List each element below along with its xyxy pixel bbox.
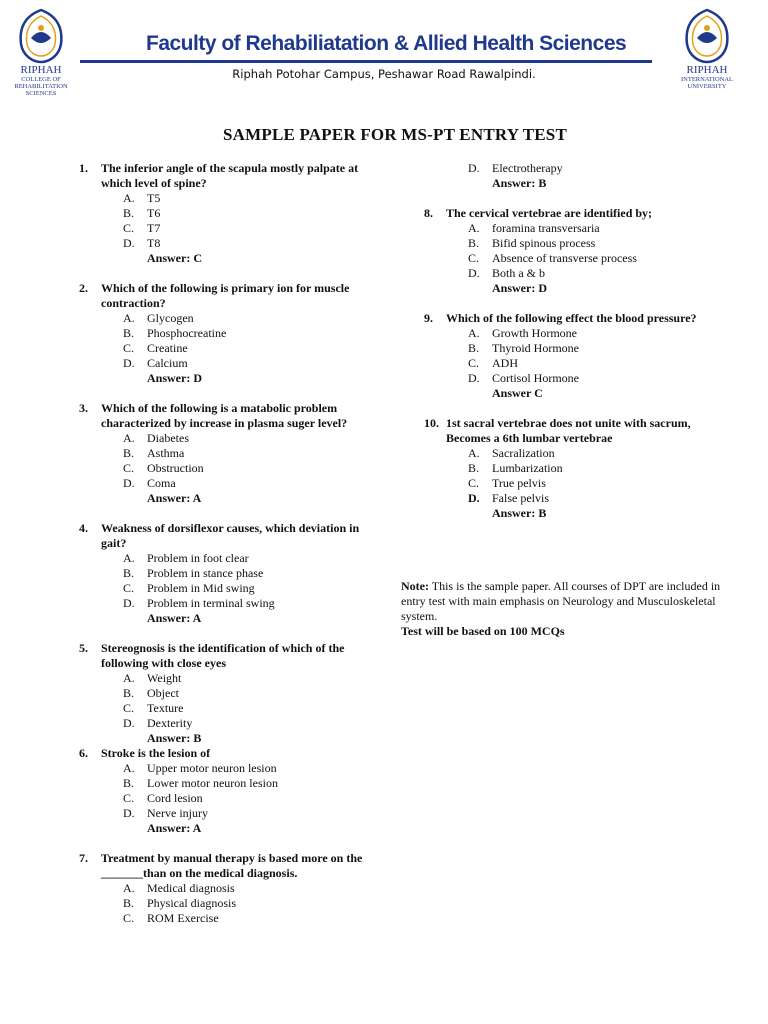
option: D. Both a & b (468, 266, 545, 280)
question-text: Stroke is the lesion of (101, 746, 211, 760)
option: D. Calcium (123, 356, 188, 370)
option: B. Problem in stance phase (123, 566, 264, 580)
answer: Answer C (492, 386, 543, 400)
option: B. T6 (123, 206, 161, 220)
option: A. Sacralization (468, 446, 555, 460)
question-number: 10. (424, 416, 439, 430)
answer: Answer: A (147, 491, 202, 505)
note-text: This is the sample paper. All courses of DPT are included in entry test with main emphasis on Neurology and Musculoskeletal system. (401, 579, 721, 623)
answer: Answer: B (492, 506, 547, 520)
option: D. Electrotherapy (468, 161, 563, 175)
option: B. Phosphocreatine (123, 326, 227, 340)
option: C. Cord lesion (123, 791, 203, 805)
option: D. Coma (123, 476, 176, 490)
question-5 (79, 641, 384, 746)
question-text: The cervical vertebrae are identified by; (446, 206, 653, 220)
option: D. Cortisol Hormone (468, 371, 579, 385)
option: B. Physical diagnosis (123, 896, 236, 910)
question-number: 5. (79, 641, 88, 655)
option: D. Problem in terminal swing (123, 596, 275, 610)
question-7 (79, 851, 384, 926)
option: C. ROM Exercise (123, 911, 219, 925)
option: A. foramina transversaria (468, 221, 600, 235)
university-logo (670, 8, 744, 90)
question-7-continued (424, 161, 734, 191)
campus-address: Riphah Potohar Campus, Peshawar Road Rawalpindi. (232, 67, 536, 81)
question-number: 4. (79, 521, 88, 535)
option: C. Absence of transverse process (468, 251, 637, 265)
question-text: Weakness of dorsiflexor causes, which deviation in gait? (101, 521, 360, 550)
option: B. Lower motor neuron lesion (123, 776, 278, 790)
question-number: 3. (79, 401, 88, 415)
faculty-title: Faculty of Rehabiliatation & Allied Health Sciences (146, 32, 627, 55)
question-3 (79, 401, 384, 506)
logo-name: RIPHAH (686, 64, 728, 76)
answer: Answer: B (147, 731, 202, 745)
option: A. Problem in foot clear (123, 551, 249, 565)
question-8 (424, 206, 734, 296)
question-number: 7. (79, 851, 88, 865)
college-logo (4, 8, 78, 97)
logo-subtitle: INTERNATIONAL UNIVERSITY (681, 76, 733, 90)
question-text: Which of the following effect the blood pressure? (446, 311, 697, 325)
crest-icon (681, 8, 733, 64)
mcq-count-line: Test will be based on 100 MCQs (401, 624, 565, 638)
option: C. Problem in Mid swing (123, 581, 255, 595)
note-label: Note: (401, 579, 429, 593)
option: B. Thyroid Hormone (468, 341, 579, 355)
question-text: Treatment by manual therapy is based more on the _______than on the medical diagnosis. (101, 851, 363, 880)
option: A. Medical diagnosis (123, 881, 235, 895)
option: A. Growth Hormone (468, 326, 577, 340)
answer: Answer: B (492, 176, 547, 190)
option: B. Lumbarization (468, 461, 563, 475)
option: B. Asthma (123, 446, 185, 460)
right-column (424, 161, 734, 536)
question-text: Stereognosis is the identification of which of the following with close eyes (101, 641, 345, 670)
answer: Answer: A (147, 821, 202, 835)
question-number: 6. (79, 746, 88, 760)
answer: Answer: C (147, 251, 202, 265)
question-number: 9. (424, 311, 433, 325)
answer: Answer: A (147, 611, 202, 625)
question-4 (79, 521, 384, 626)
answer: Answer: D (147, 371, 202, 385)
option: D. T8 (123, 236, 161, 250)
header-divider (80, 60, 652, 63)
question-6 (79, 746, 384, 836)
option: A. Upper motor neuron lesion (123, 761, 277, 775)
question-10 (424, 416, 734, 521)
logo-subtitle: COLLEGE OF REHABILITATION SCIENCES (14, 76, 68, 97)
option: D. Nerve injury (123, 806, 208, 820)
question-text: Which of the following is primary ion for muscle contraction? (101, 281, 350, 310)
logo-name: RIPHAH (20, 64, 62, 76)
question-text: Which of the following is a matabolic problem characterized by increase in plasma suger level? (101, 401, 348, 430)
option: A. Diabetes (123, 431, 189, 445)
answer: Answer: D (492, 281, 547, 295)
option: A. Weight (123, 671, 182, 685)
option: B. Bifid spinous process (468, 236, 596, 250)
question-text: 1st sacral vertebrae does not unite with sacrum, Becomes a 6th lumbar vertebrae (446, 416, 691, 445)
paper-title: SAMPLE PAPER FOR MS-PT ENTRY TEST (223, 125, 567, 144)
option: A. Glycogen (123, 311, 194, 325)
note-block (401, 579, 731, 639)
left-column (79, 161, 384, 941)
option: C. True pelvis (468, 476, 546, 490)
option: C. Creatine (123, 341, 188, 355)
option: A. T5 (123, 191, 161, 205)
option: D. Dexterity (123, 716, 193, 730)
option: C. Texture (123, 701, 184, 715)
option: C. T7 (123, 221, 161, 235)
option: B. Object (123, 686, 179, 700)
question-text: The inferior angle of the scapula mostly palpate at which level of spine? (101, 161, 359, 190)
question-number: 8. (424, 206, 433, 220)
option: C. ADH (468, 356, 518, 370)
question-number: 1. (79, 161, 88, 175)
question-2 (79, 281, 384, 386)
option: C. Obstruction (123, 461, 204, 475)
crest-icon (15, 8, 67, 64)
option: D. False pelvis (468, 491, 549, 505)
question-1 (79, 161, 384, 266)
question-9 (424, 311, 734, 401)
question-number: 2. (79, 281, 88, 295)
